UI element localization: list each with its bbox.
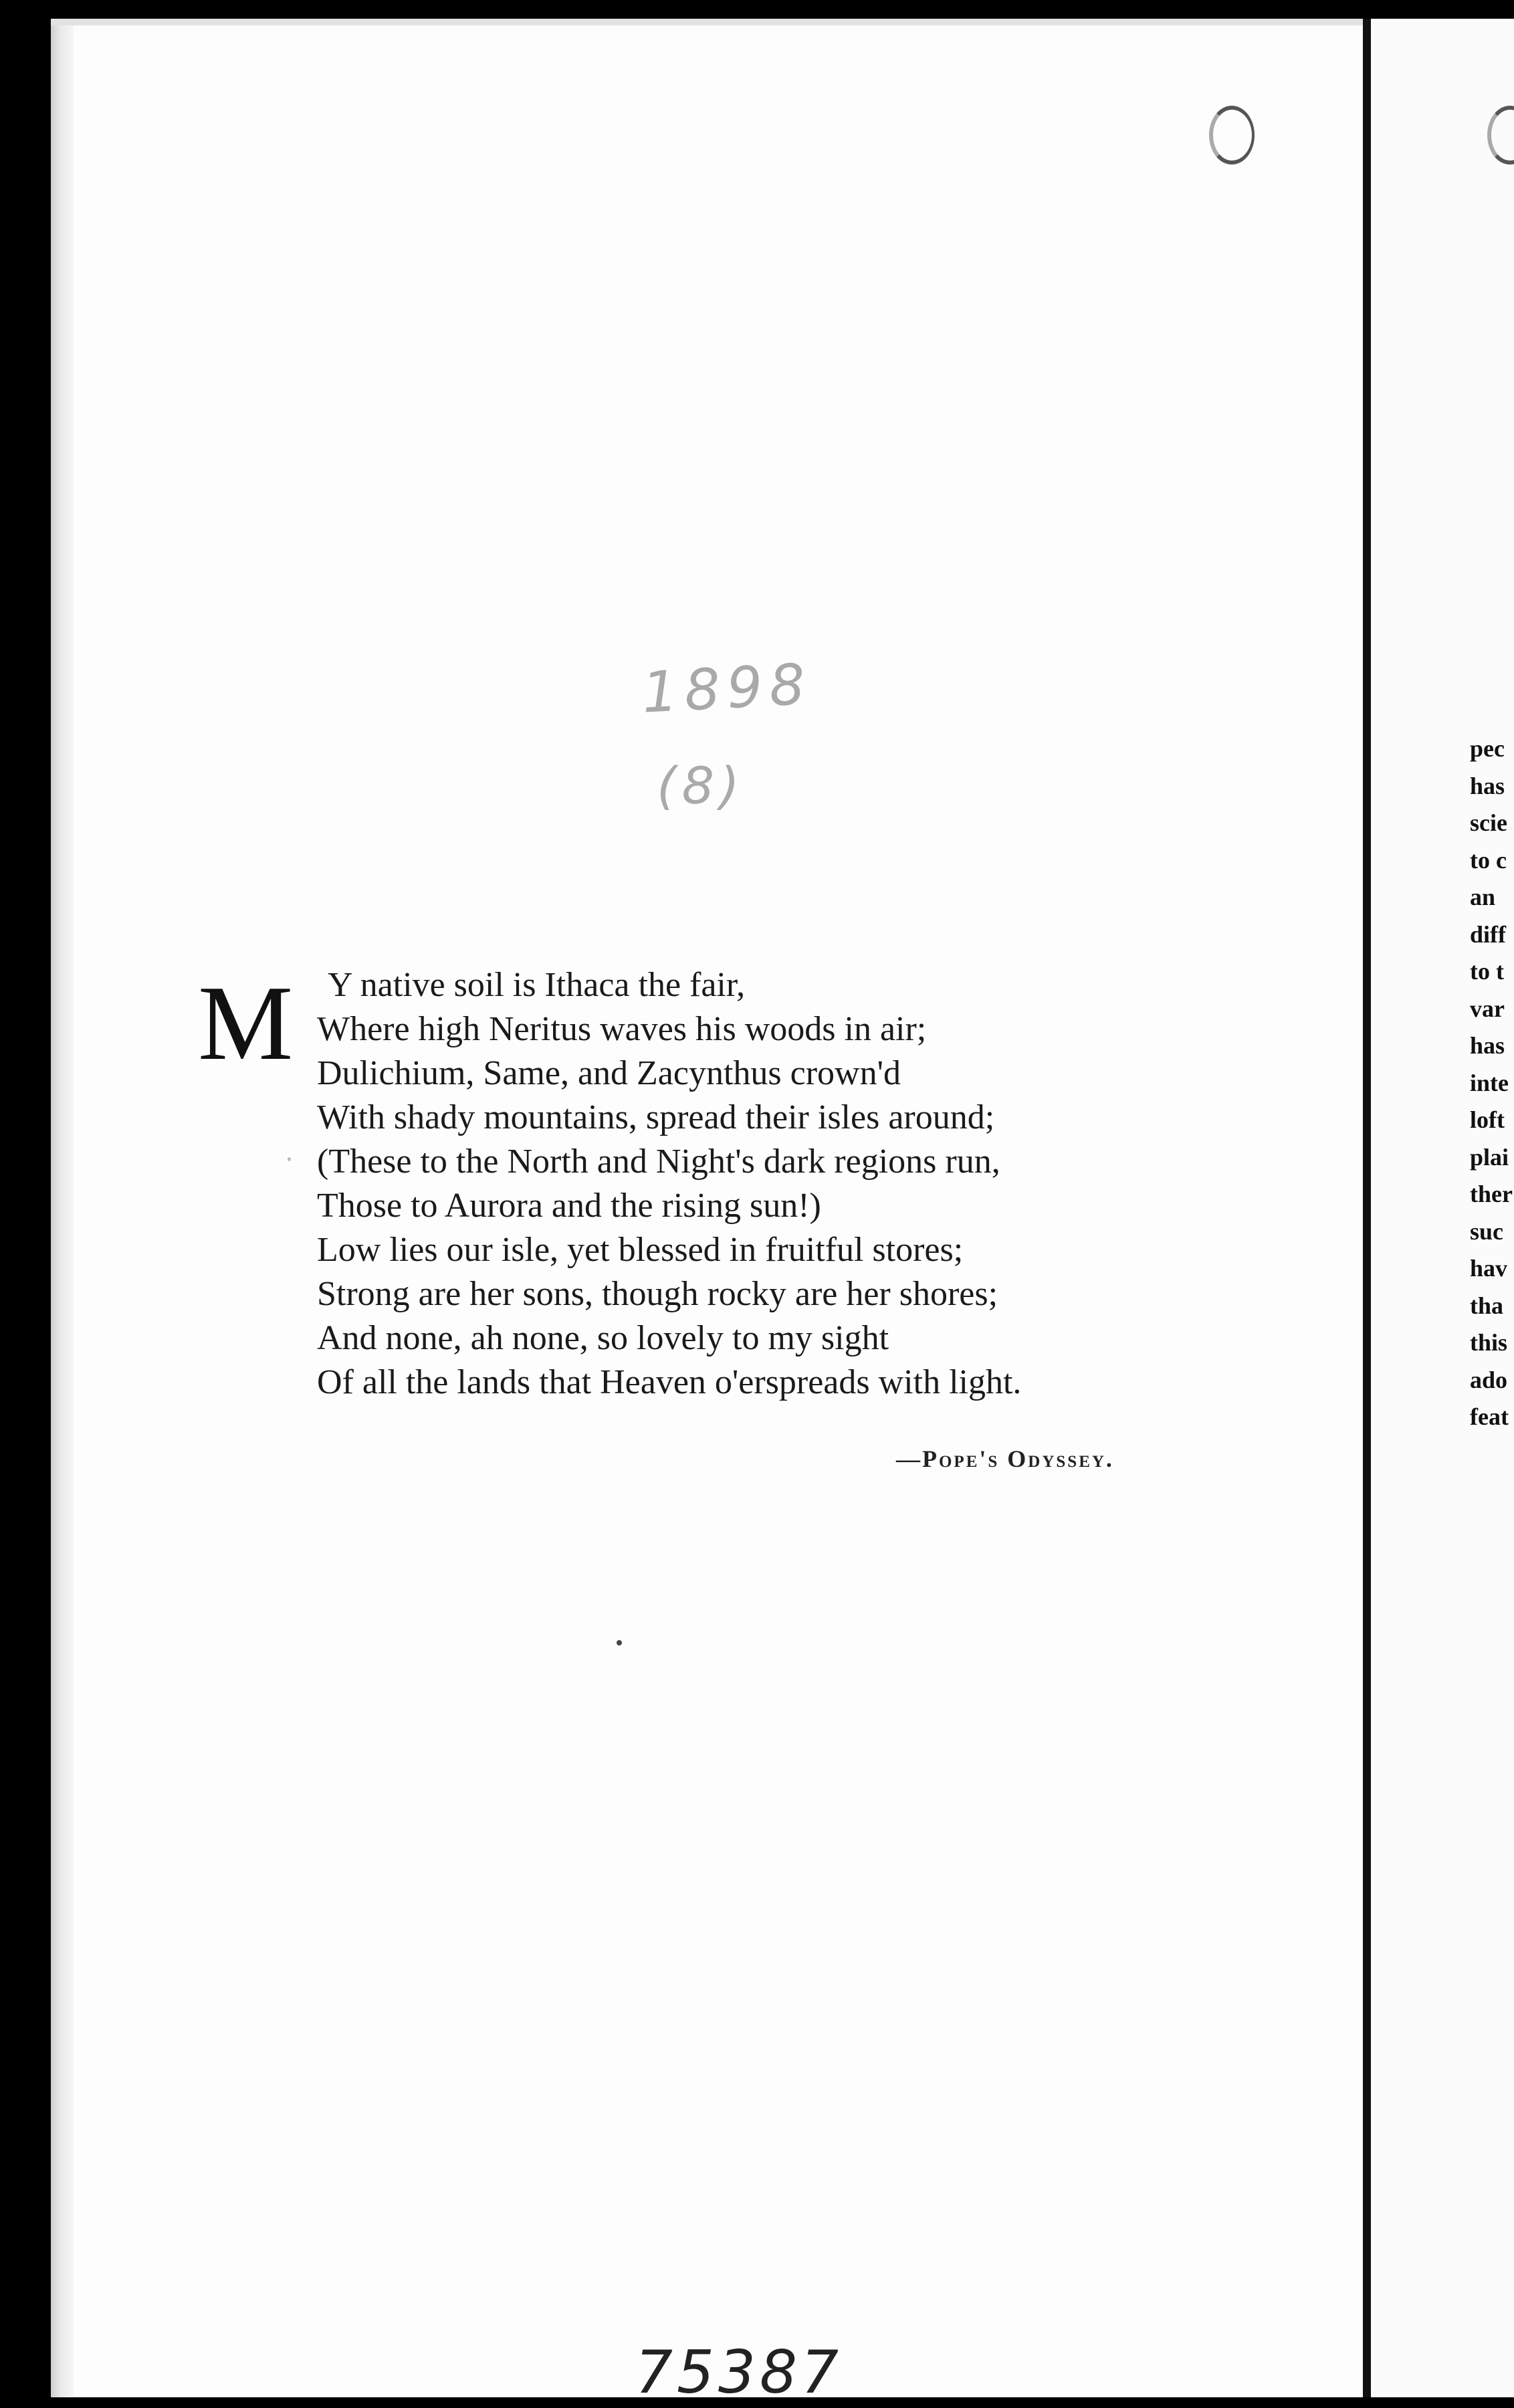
facing-page-fragment: plai bbox=[1470, 1143, 1509, 1171]
drop-cap: M bbox=[198, 963, 290, 1082]
facing-page-fragment: ther bbox=[1470, 1181, 1513, 1207]
facing-page-fragment: has bbox=[1470, 1032, 1505, 1059]
poem-line: Y native soil is Ithaca the fair, bbox=[328, 966, 746, 1004]
poem-line: Of all the lands that Heaven o'erspreads with light. bbox=[317, 1363, 1022, 1401]
ink-speck bbox=[617, 1640, 622, 1645]
facing-page-fragment: loft bbox=[1470, 1106, 1505, 1133]
facing-page-fragment: ado bbox=[1470, 1366, 1508, 1393]
poem-line: Dulichium, Same, and Zacynthus crown'd bbox=[317, 1054, 901, 1092]
facing-page-text bbox=[1470, 730, 1514, 1436]
poem-line: Where high Neritus waves his woods in air; bbox=[317, 1010, 927, 1048]
facing-page-fragment: suc bbox=[1470, 1217, 1504, 1245]
facing-page-fragment: to c bbox=[1470, 846, 1507, 874]
left-page-edge bbox=[51, 19, 74, 2397]
poem-line: Those to Aurora and the rising sun!) bbox=[317, 1187, 821, 1225]
poem-attribution: —Pope's Odyssey. bbox=[896, 1445, 1114, 1472]
top-page-edge bbox=[51, 19, 1514, 25]
facing-page-fragment: diff bbox=[1470, 920, 1506, 948]
handwritten-number: (8) bbox=[657, 756, 745, 815]
poem-line: Strong are her sons, though rocky are her shores; bbox=[317, 1275, 998, 1313]
poem-line: And none, ah none, so lovely to my sight bbox=[317, 1319, 889, 1357]
facing-page-fragment: has bbox=[1470, 772, 1505, 799]
handwritten-catalog-number: 75387 bbox=[635, 2338, 843, 2407]
facing-page-fragment: to t bbox=[1470, 958, 1504, 985]
poem-line: (These to the North and Night's dark regions run, bbox=[317, 1142, 1000, 1181]
facing-page-fragment: tha bbox=[1470, 1292, 1504, 1319]
ink-speck bbox=[288, 1157, 291, 1161]
facing-page-fragment: this bbox=[1470, 1329, 1508, 1356]
poem-line: With shady mountains, spread their isles around; bbox=[317, 1098, 995, 1136]
punch-hole-left bbox=[1209, 106, 1255, 165]
facing-page-fragment: var bbox=[1470, 995, 1505, 1022]
facing-page-fragment: pec bbox=[1470, 735, 1505, 762]
facing-page-fragment: hav bbox=[1470, 1255, 1508, 1282]
facing-page-fragment: scie bbox=[1470, 809, 1507, 836]
facing-page-fragment: feat bbox=[1470, 1403, 1509, 1430]
facing-page-fragment: inte bbox=[1470, 1069, 1509, 1096]
facing-page-fragment: an bbox=[1470, 884, 1496, 910]
poem-line: Low lies our isle, yet blessed in fruitful stores; bbox=[317, 1231, 964, 1269]
book-gutter bbox=[1363, 19, 1371, 2397]
handwritten-year: 1898 bbox=[640, 651, 814, 726]
